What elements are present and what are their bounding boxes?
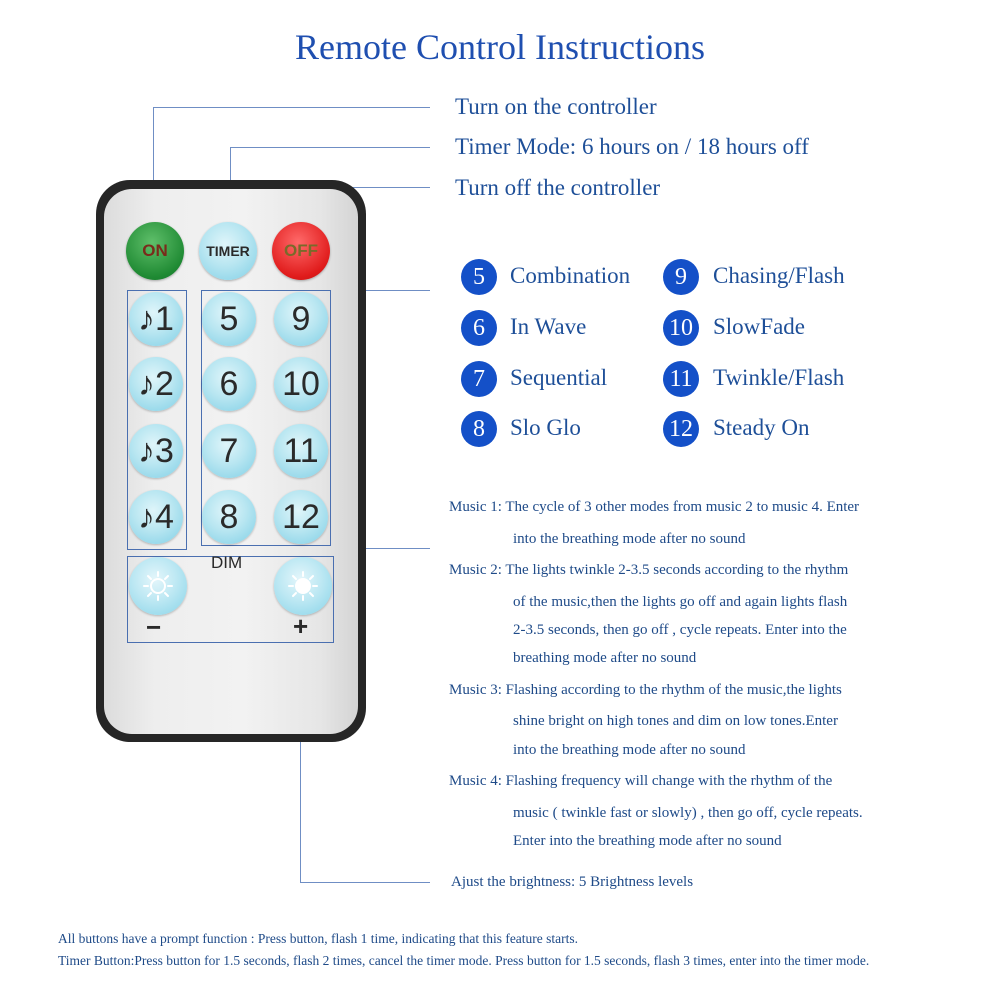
mode-number-badge: 11 (663, 361, 699, 397)
mode-number-badge: 9 (663, 259, 699, 295)
music-2-button[interactable]: ♪2 (129, 357, 183, 411)
callout-turn-on: Turn on the controller (455, 94, 657, 119)
mode-number-badge: 10 (663, 310, 699, 346)
callout-timer: Timer Mode: 6 hours on / 18 hours off (455, 134, 809, 159)
dim-up-button[interactable] (274, 557, 332, 615)
mode-number-badge: 8 (461, 411, 497, 447)
connector-on-horizontal (153, 107, 430, 108)
music-2-desc-line: breathing mode after no sound (513, 650, 697, 666)
music-4-button[interactable]: ♪4 (129, 490, 183, 544)
footer-note: All buttons have a prompt function : Press button, flash 1 time, indicating that this feature starts. (58, 931, 579, 946)
sun-icon (141, 569, 175, 603)
mode-number-badge: 7 (461, 361, 497, 397)
music-1-desc-line: Music 1: The cycle of 3 other modes from music 2 to music 4. Enter (449, 499, 860, 515)
music-4-desc-line: Music 4: Flashing frequency will change with the rhythm of the (449, 773, 833, 789)
plus-label: + (293, 611, 309, 641)
timer-button[interactable]: TIMER (199, 222, 257, 280)
mode-10-button[interactable]: 10 (274, 357, 328, 411)
off-button[interactable]: OFF (272, 222, 330, 280)
footer-note: Timer Button:Press button for 1.5 seconds, flash 2 times, cancel the timer mode. Press button for 1.5 seconds, flash 3 times, enter into the timer mode. (58, 953, 870, 968)
mode-number-badge: 12 (663, 411, 699, 447)
music-3-desc-line: Music 3: Flashing according to the rhythm of the music,the lights (449, 682, 842, 698)
music-2-desc-line: of the music,then the lights go off and again lights flash (513, 594, 848, 610)
mode-7-button[interactable]: 7 (202, 424, 256, 478)
mode-11-button[interactable]: 11 (274, 424, 328, 478)
music-4-desc-line: Enter into the breathing mode after no sound (513, 833, 782, 849)
on-button[interactable]: ON (126, 222, 184, 280)
music-3-button[interactable]: ♪3 (129, 424, 183, 478)
music-2-desc-line: Music 2: The lights twinkle 2-3.5 seconds according to the rhythm (449, 562, 849, 578)
callout-turn-off: Turn off the controller (455, 175, 661, 200)
mode-label: Chasing/Flash (713, 263, 845, 288)
mode-8-button[interactable]: 8 (202, 490, 256, 544)
connector-brightness-horizontal (300, 882, 430, 883)
mode-label: Combination (510, 263, 631, 288)
music-1-button[interactable]: ♪1 (129, 292, 183, 346)
dim-down-button[interactable] (129, 557, 187, 615)
mode-12-button[interactable]: 12 (274, 490, 328, 544)
minus-label: − (146, 612, 162, 642)
page-title: Remote Control Instructions (295, 27, 705, 67)
mode-label: Twinkle/Flash (713, 365, 845, 390)
mode-label: Steady On (713, 415, 810, 440)
sun-bright-icon (286, 569, 320, 603)
mode-number-badge: 6 (461, 310, 497, 346)
mode-9-button[interactable]: 9 (274, 292, 328, 346)
mode-label: SlowFade (713, 314, 805, 339)
mode-label: In Wave (510, 314, 587, 339)
mode-number-badge: 5 (461, 259, 497, 295)
music-3-desc-line: shine bright on high tones and dim on low tones.Enter (513, 713, 838, 729)
mode-label: Slo Glo (510, 415, 581, 440)
music-2-desc-line: 2-3.5 seconds, then go off , cycle repeats. Enter into the (513, 622, 847, 638)
dim-label: DIM (211, 553, 243, 572)
music-1-desc-line: into the breathing mode after no sound (513, 531, 746, 547)
connector-timer-horizontal (230, 147, 430, 148)
music-3-desc-line: into the breathing mode after no sound (513, 742, 746, 758)
mode-6-button[interactable]: 6 (202, 357, 256, 411)
brightness-desc: Ajust the brightness: 5 Brightness levels (451, 874, 694, 890)
mode-label: Sequential (510, 365, 608, 390)
mode-5-button[interactable]: 5 (202, 292, 256, 346)
music-4-desc-line: music ( twinkle fast or slowly) , then go off, cycle repeats. (513, 805, 863, 821)
